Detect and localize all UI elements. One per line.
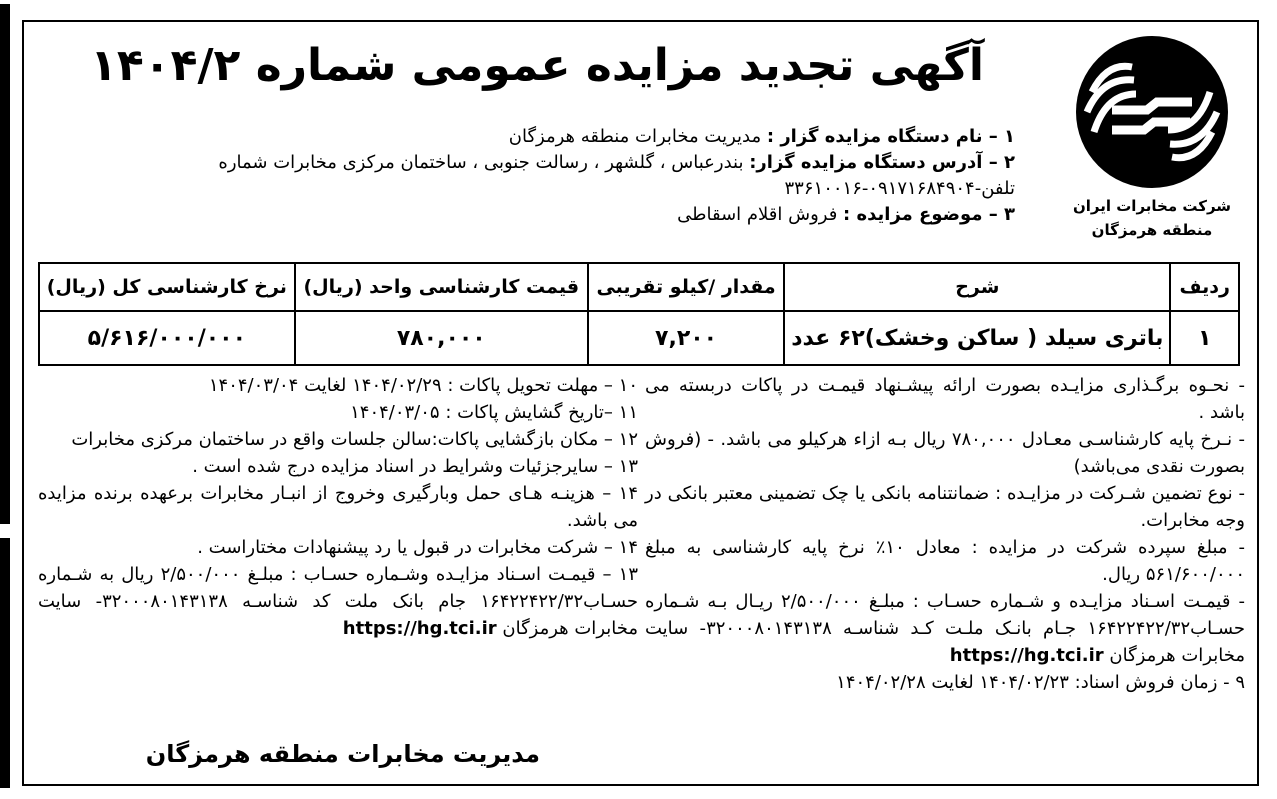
subject-label: ۳ – موضوع مزایده : (843, 204, 1015, 225)
condition-item: - نحـوه برگـذاری مزایـده بصورت ارائه پیشـنهاد قیمـت در پاکات دربسته می باشد . (645, 375, 1245, 423)
org-name-label: ۱ – نام دستگاه مزایده گزار : (766, 126, 1015, 147)
org-phone: تلفن-۰۹۱۷۱۶۸۴۹۰۴-۳۳۶۱۰۰۱۶ (784, 178, 1015, 199)
documents-price-text: - قیمـت اسـناد مزایـده و شـماره حسـاب : مبلـغ ۲/۵۰۰/۰۰۰ ریـال بـه شـماره حسـاب۱۶۴۲۲۴۲۲/۳۲ جـام بانـک ملـت کـد شناسـه ۳۲۰۰۰۸۰۱۴۳۱۳۸- سایت مخابرات هرمزگان (645, 591, 1246, 666)
condition-item: - نوع تضمین شـرکت در مزایـده : ضمانتنامه بانکی یا چک تضمینی معتبر بانکی در وجه مخابرات. (645, 483, 1245, 531)
conditions-left-column (38, 372, 638, 642)
telecom-logo-icon (1072, 32, 1232, 192)
subject-value: فروش اقلام اسقاطی (677, 204, 838, 225)
org-address-label: ۲ – آدرس دستگاه مزایده گزار: (749, 152, 1015, 173)
condition-item: ۱۴ – شرکت مخابرات در قبول یا رد پیشنهادات مختاراست . (197, 537, 638, 558)
notice-title: آگهی تجدید مزایده عمومی شماره ۱۴۰۴/۲ (90, 40, 984, 91)
cell-row: ۱ (1170, 311, 1239, 365)
condition-item: - نـرخ پایه کارشناسـی معـادل ۷۸۰,۰۰۰ ریال بـه ازاء هرکیلو می باشد. - (فروش بصورت نقدی می‌باشد) (645, 429, 1245, 477)
documents-price-text-left: ۱۳ – قیمـت اسـناد مزایـده وشـماره حسـاب : مبلـغ ۲/۵۰۰/۰۰۰ ریال به شـماره حسـاب۱۶۴۲۲۴۲۲/۳۲ جام بانک ملت کد شناسـه ۳۲۰۰۰۸۰۱۴۳۱۳۸- سایت مخابرات هرمزگان (38, 564, 639, 639)
condition-item: ۱۱ –تاریخ گشایش پاکات : ۱۴۰۴/۰۳/۰۵ (350, 402, 638, 423)
condition-item: ۱۳ – سایرجزئیات وشرایط در اسناد مزایده درج شده است . (192, 456, 638, 477)
website-link[interactable]: https://hg.tci.ir (949, 645, 1104, 666)
condition-item (645, 588, 1245, 669)
condition-item: ۱۲ – مکان بازگشایی پاکات:سالن جلسات واقع در ساختمان مرکزی مخابرات (71, 429, 638, 450)
header-line-3 (65, 176, 1015, 202)
logo-text-line2: منطقه هرمزگان (1091, 221, 1213, 239)
th-quantity: مقدار /کیلو تقریبی (588, 263, 784, 311)
header-line-4 (65, 202, 1015, 228)
org-address-value: بندرعباس ، گلشهر ، رسالت جنوبی ، ساختمان مرکزی مخابرات شماره (218, 152, 744, 173)
th-row: ردیف (1170, 263, 1239, 311)
website-link-left[interactable]: https://hg.tci.ir (342, 618, 497, 639)
table-header-row (39, 263, 1239, 311)
condition-item: - مبلغ سپرده شرکت در مزایده : معادل ۱۰٪ نرخ پایه کارشناسی به مبلغ ۵۶۱/۶۰۰/۰۰۰ ریال. (645, 537, 1246, 585)
cell-total-price: ۵/۶۱۶/۰۰۰/۰۰۰ (39, 311, 295, 365)
header-line-2 (65, 150, 1015, 176)
logo-text-line1: شرکت مخابرات ایران (1072, 197, 1232, 215)
header-line-1 (65, 124, 1015, 150)
cell-description: باتری سیلد ( ساکن وخشک)۶۲ عدد (784, 311, 1170, 365)
cell-unit-price: ۷۸۰,۰۰۰ (295, 311, 588, 365)
condition-item: ۹ - زمان فروش اسناد: ۱۴۰۴/۰۲/۲۳ لغایت ۱۴۰۴/۰۲/۲۸ (836, 672, 1245, 693)
condition-item: ۱۰ – مهلت تحویل پاکات : ۱۴۰۴/۰۲/۲۹ لغایت ۱۴۰۴/۰۳/۰۴ (208, 375, 638, 396)
conditions-right-column (645, 372, 1245, 696)
footer-signature: مدیریت مخابرات منطقه هرمزگان (145, 740, 540, 768)
table-row (39, 311, 1239, 365)
company-logo (1067, 32, 1237, 247)
th-description: شرح (784, 263, 1170, 311)
condition-item: ۱۴ – هزینـه هـای حمل وبارگیری وخروج از انبـار مخابرات برعهده برنده مزایده می باشد. (38, 483, 638, 531)
left-border-bar (0, 4, 10, 524)
items-table (38, 262, 1240, 366)
cell-quantity: ۷,۲۰۰ (588, 311, 784, 365)
org-name-value: مدیریت مخابرات منطقه هرمزگان (508, 126, 762, 147)
condition-item (38, 561, 638, 642)
th-unit-price: قیمت کارشناسی واحد (ریال) (295, 263, 588, 311)
left-border-bar-lower (0, 538, 10, 788)
th-total-price: نرخ کارشناسی کل (ریال) (39, 263, 295, 311)
